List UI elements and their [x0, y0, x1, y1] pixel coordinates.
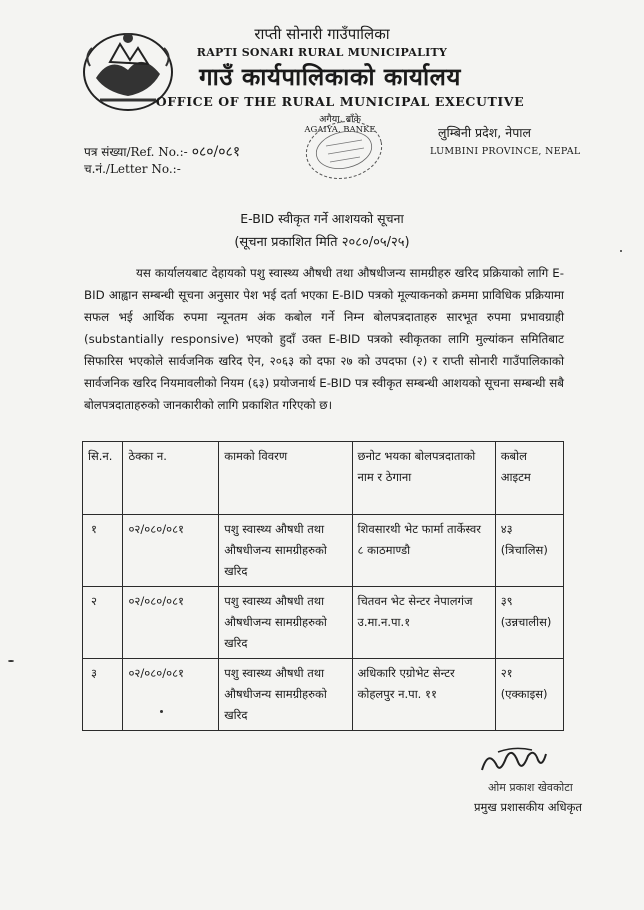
municipality-name-nepali: राप्ती सोनारी गाउँपालिका	[254, 25, 390, 43]
reference-label: पत्र संख्या/Ref. No.:-	[84, 145, 188, 159]
province-english: LUMBINI PROVINCE, NEPAL	[430, 146, 581, 157]
table-header-row	[83, 442, 564, 515]
reference-number	[84, 142, 240, 161]
cell-work-description: पशु स्वास्थ्य औषधी तथा औषधीजन्य सामग्रीहरुको खरिद	[219, 659, 352, 731]
header-work-description: कामको विवरण	[219, 442, 352, 515]
cell-contract-number: ०२/०८०/०८१	[123, 515, 219, 587]
cell-work-description: पशु स्वास्थ्य औषधी तथा औषधीजन्य सामग्रीहरुको खरिद	[219, 515, 352, 587]
cell-serial: ३	[83, 659, 123, 731]
letter-number-label: च.नं./Letter No.:-	[84, 162, 181, 176]
notice-published-date: (सूचना प्रकाशित मिति २०८०/०५/२५)	[234, 235, 410, 250]
cell-serial: २	[83, 587, 123, 659]
signatory-name: ओम प्रकाश खेवकोटा	[488, 781, 573, 794]
province-nepali: लुम्बिनी प्रदेश, नेपाल	[438, 125, 532, 140]
cell-bid-item: ३९ (उन्नचालीस)	[495, 587, 563, 659]
cell-serial: १	[83, 515, 123, 587]
header-serial: सि.न.	[83, 442, 123, 515]
cell-work-description: पशु स्वास्थ्य औषधी तथा औषधीजन्य सामग्रीहरुको खरिद	[219, 587, 352, 659]
address-english: AGAIYA, BANKE	[304, 125, 376, 135]
cell-contract-number: ०२/०८०/०८१	[123, 659, 219, 731]
notice-body-text: यस कार्यालयबाट देहायको पशु स्वास्थ्य औषधी तथा औषधीजन्य सामग्रीहरु खरिद प्रक्रियाको लागि E-BID आह्वान सम्बन्धी सूचना अनुसार पेश भई दर्ता भएका E-BID पत्रको मूल्याकनको क्रममा प्राविधिक प्रक्रियामा सफल भई आर्थिक रुपमा न्यूनतम अंक कबोल गर्ने निम्न बोलपत्रदाताहरु सारभूत रुपमा प्रभावग्राही (substantially responsive) भएको हुदाँ उक्त E-BID पत्रको स्वीकृतका लागि मुल्यांकन समितिबाट सिफारिस भएकोले सार्वजनिक खरिद ऐन, २०६३ को दफा २७ को उपदफा (२) र राप्ती सोनारी गाउँपालिकाको सार्वजनिक खरिद नियमावलीको नियम (६३) प्रयोजनार्थ E-BID पत्र स्वीकृत सम्बन्धी आशयको सूचना सम्बन्धी सबै बोलपत्रदाताहरुको जानकारीको लागि प्रकाशित गरिएको छ।	[84, 266, 564, 412]
signature-icon	[478, 744, 550, 778]
cell-bidder: अधिकारि एग्रोभेट सेन्टर कोहलपुर न.पा. ११	[352, 659, 495, 731]
cell-contract-number: ०२/०८०/०८१	[123, 587, 219, 659]
notice-body	[84, 262, 564, 416]
cell-bidder: चितवन भेट सेन्टर नेपालगंज उ.मा.न.पा.१	[352, 587, 495, 659]
office-name-nepali: गाउँ कार्यपालिकाको कार्यालय	[199, 63, 461, 91]
table-row	[83, 587, 564, 659]
notice-title: E-BID स्वीकृत गर्ने आशयको सूचना	[240, 211, 404, 226]
signatory-title: प्रमुख प्रशासकीय अधिकृत	[474, 800, 582, 814]
header-contract-number: ठेक्का न.	[123, 442, 219, 515]
header-bidder-name-address: छनोट भयका बोलपत्रदाताको नाम र ठेगाना	[352, 442, 495, 515]
table-row	[83, 515, 564, 587]
cell-bid-item: ४३ (त्रिचालिस)	[495, 515, 563, 587]
table-row	[83, 659, 564, 731]
cell-bid-item: २१ (एक्काइस)	[495, 659, 563, 731]
municipality-name-english: RAPTI SONARI RURAL MUNICIPALITY	[196, 46, 448, 59]
office-stamp-icon	[296, 110, 386, 182]
reference-value: ०८०/०८१	[191, 144, 241, 160]
header-bid-item: कबोल आइटम	[495, 442, 563, 515]
cell-bidder: शिवसारथी भेट फार्मा तार्केस्वर ८ काठमाण्डौ	[352, 515, 495, 587]
office-name-english: OFFICE OF THE RURAL MUNICIPAL EXECUTIVE	[155, 94, 525, 109]
address-nepali: अगैया, बाँके	[319, 114, 361, 125]
bid-table	[82, 441, 564, 731]
